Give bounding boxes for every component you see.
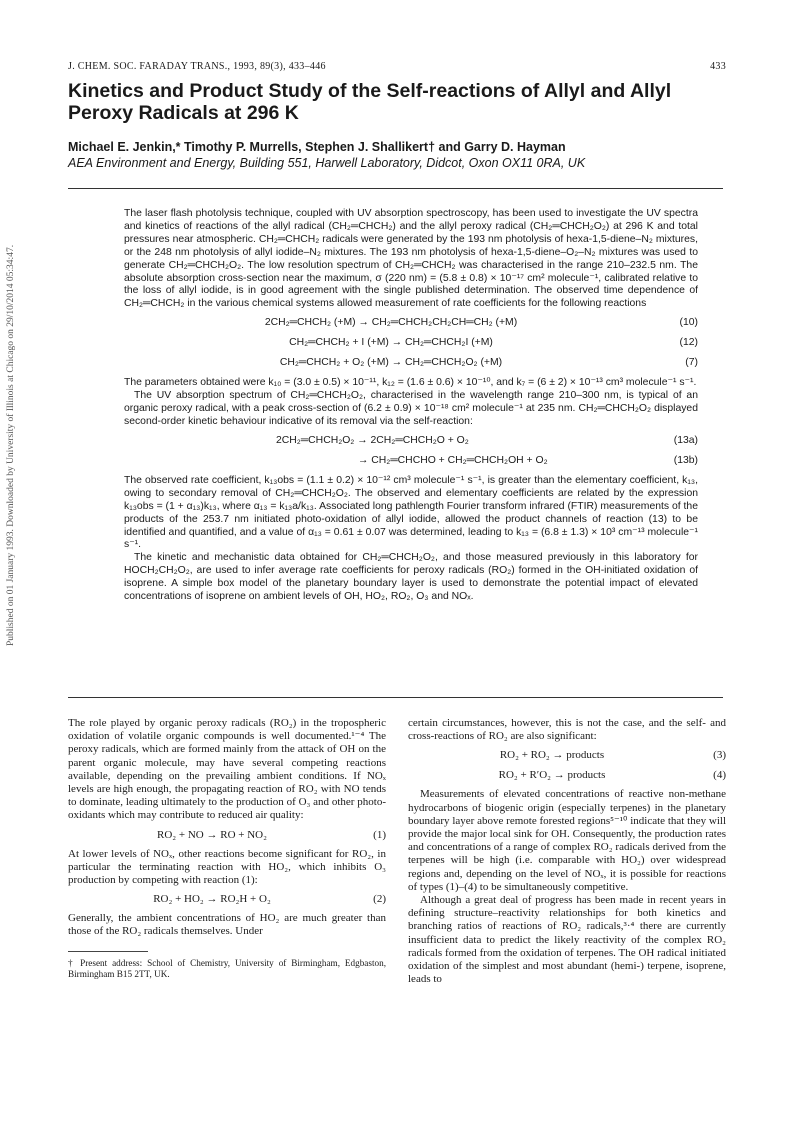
- equation-text: 2CH₂═CHCH₂O₂ → 2CH₂═CHCH₂O + O₂: [276, 434, 469, 446]
- equation-text: → CH₂═CHCHO + CH₂═CHCH₂OH + O₂: [358, 454, 548, 466]
- equation-10: [124, 317, 698, 331]
- page-number: 433: [710, 61, 726, 72]
- equation-7: [124, 357, 698, 371]
- equation-text: RO₂ + NO → RO + NO₂: [157, 828, 267, 841]
- equation-number: (1): [373, 828, 386, 841]
- equation-4: [408, 769, 726, 783]
- footnote: † Present address: School of Chemistry, University of Birmingham, Edgbaston, Birmingham B15 2TT, UK.: [68, 957, 386, 979]
- abstract: [124, 208, 698, 604]
- footnote-divider: [68, 951, 148, 952]
- equation-2: [68, 893, 386, 907]
- abstract-paragraph: The parameters obtained were k₁₀ = (3.0 ± 0.5) × 10⁻¹¹, k₁₂ = (1.6 ± 0.6) × 10⁻¹⁰, and k₇ = (6 ± 2) × 10⁻¹³ cm³ molecule⁻¹ s⁻¹.: [124, 377, 697, 389]
- equation-number: (13b): [673, 454, 698, 466]
- equation-number: (10): [679, 317, 698, 329]
- body-paragraph: The role played by organic peroxy radicals (RO₂) in the tropospheric oxidation of volatile organic compounds is well documented.¹⁻⁴ The peroxy radicals, which are formed mainly from the attack of OH on the parent organic molecule, may have several competing reactions available, depending on the prevailing ambient conditions. If NOₓ levels are high enough, the propagating reaction of RO₂ with NO tends to dominate, leading ultimately to the production of O₃ and other photo-oxidants which may contribute to reduced air quality:: [68, 717, 386, 822]
- equation-number: (2): [373, 893, 386, 906]
- article-title: Kinetics and Product Study of the Self-reactions of Allyl and Allyl Peroxy Radicals at 296 K: [68, 80, 672, 124]
- equation-number: (4): [713, 769, 726, 782]
- abstract-paragraph: The UV absorption spectrum of CH₂═CHCH₂O₂, characterised in the wavelength range 210–300 nm, is typical of an organic peroxy radical, with a peak cross-section of (6.2 ± 0.9) × 10⁻¹⁸ cm² molecule⁻¹ at 235 nm. CH₂═CHCH₂O₂ displayed second-order kinetic behaviour indicative of its removal via the self-reaction:: [124, 390, 698, 427]
- abstract-paragraph: The observed rate coefficient, k₁₃obs = (1.1 ± 0.2) × 10⁻¹² cm³ molecule⁻¹ s⁻¹, is greater than the elementary coefficient, k₁₃, owing to secondary removal of CH₂═CHCH₂O₂. The observed and elementary coefficients are related by the expression k₁₃obs = (1 + α₁₃)k₁₃, where α₁₃ = k₁₃a/k₁₃. Associated long pathlength Fourier transform infrared (FTIR) measurements of the products of the 253.7 nm initiated photo-oxidation of allyl iodide, allowed the product channels of reaction (13) to be identified and quantified, and a value of α₁₃ = 0.61 ± 0.07 was determined, leading to k₁₃ = (6.8 ± 1.3) × 10³ cm⁻¹³ molecule⁻¹ s⁻¹.: [124, 474, 698, 551]
- equation-number: (12): [679, 337, 698, 349]
- body-paragraph: Measurements of elevated concentrations of reactive non-methane hydrocarbons of biogenic origin (especially terpenes) in the planetary boundary layer above remote forested regions⁵⁻¹⁰ indicate that they will provide the major local sink for OH. Consequently, the production rates and concentrations of a range of complex RO₂ radicals derived from the terpenes will be high (i.e. comparable with HO₂) over widespread regions and, depending on the level of NOₓ, it is possible for reactions of types (1)–(4) to be simultaneously competitive.: [408, 788, 726, 893]
- equation-12: [124, 337, 698, 351]
- equation-1: [68, 829, 386, 843]
- equation-text: RO₂ + RO₂ → products: [499, 749, 605, 762]
- equation-text: RO₂ + R′O₂ → products: [498, 769, 606, 782]
- abstract-paragraph: The laser flash photolysis technique, coupled with UV absorption spectroscopy, has been used to investigate the UV spectra and kinetics of reactions of the allyl radical (CH₂═CHCH₂) and the allyl peroxy radical (CH₂═CHCH₂O₂) at 296 K and total pressures near atmospheric. CH₂═CHCH₂ radicals were generated by the 193 nm photolysis of hexa-1,5-diene–N₂ mixtures, or the 248 nm photolysis of allyl iodide–N₂ mixtures. The 193 nm photolysis of hexa-1,5-diene–O₂–N₂ mixtures was used to generate CH₂═CHCH₂O₂. The low resolution spectrum of CH₂═CHCH₂ was characterised in the range 210–232.5 nm. The absolute absorption cross-section near the maximum, σ (220 nm) = (5.8 ± 0.8) × 10⁻¹⁷ cm² molecule⁻¹, calibrated relative to the loss of allyl iodide, is in good agreement with the single published determination. The observed time dependence of CH₂═CHCH₂ in the various chemical systems allowed measurement of rate coefficients for the following reactions: [124, 208, 698, 310]
- body-column-left: [68, 717, 386, 980]
- body-paragraph: certain circumstances, however, this is not the case, and the self- and cross-reactions of RO₂ are also significant:: [408, 717, 726, 743]
- download-watermark: Published on 01 January 1993. Downloaded by University of Illinois at Chicago on 29/10/2014 05:34:47.: [6, 244, 16, 646]
- equation-text: CH₂═CHCH₂ + O₂ (+M) → CH₂═CHCH₂O₂ (+M): [279, 357, 503, 369]
- equation-number: (13a): [673, 434, 698, 446]
- equation-13b: [124, 455, 698, 469]
- affiliation: AEA Environment and Energy, Building 551, Harwell Laboratory, Didcot, Oxon OX11 0RA, UK: [68, 156, 586, 170]
- abstract-divider: [68, 697, 723, 698]
- equation-text: CH₂═CHCH₂ + I (+M) → CH₂═CHCH₂I (+M): [289, 337, 493, 349]
- abstract-paragraph: The kinetic and mechanistic data obtained for CH₂═CHCH₂O₂, and those measured previously in this laboratory for HOCH₂CH₂O₂, are used to infer average rate coefficients for peroxy radicals (RO₂) formed in the OH-initiated oxidation of isoprene. A simple box model of the planetary boundary layer is used to demonstrate the potential impact of elevated concentrations of isoprene on ambient levels of OH, HO₂, RO₂, O₃ and NOₓ.: [124, 552, 698, 603]
- equation-number: (7): [685, 357, 698, 369]
- body-paragraph: At lower levels of NOₓ, other reactions become significant for RO₂, in particular the terminating reaction with HO₂, which inhibits O₃ production by competing with reaction (1):: [68, 847, 386, 887]
- body-paragraph: Although a great deal of progress has been made in recent years in defining structure–reactivity relationships for both kinetics and branching ratios of reactions of RO₂ radicals,³·⁴ there are currently insufficient data to predict the likely reactivity of the complex RO₂ radicals formed from the oxidation of terpenes. The OH radical initiated oxidation of the simplest and most abundant (hemi-) terpene, isoprene, leads to: [408, 894, 726, 986]
- equation-text: RO₂ + HO₂ → RO₂H + O₂: [153, 893, 271, 906]
- equation-13a: [124, 435, 698, 449]
- author-list: Michael E. Jenkin,* Timothy P. Murrells, Stephen J. Shallikert† and Garry D. Hayman: [68, 140, 566, 154]
- top-divider: [68, 188, 723, 189]
- equation-number: (3): [713, 749, 726, 762]
- journal-citation: J. CHEM. SOC. FARADAY TRANS., 1993, 89(3), 433–446: [68, 61, 326, 72]
- body-paragraph: Generally, the ambient concentrations of HO₂ are much greater than those of the RO₂ radicals themselves. Under: [68, 912, 386, 938]
- equation-text: 2CH₂═CHCH₂ (+M) → CH₂═CHCH₂CH₂CH═CH₂ (+M): [264, 317, 518, 329]
- body-column-right: [408, 717, 726, 986]
- equation-3: [408, 749, 726, 763]
